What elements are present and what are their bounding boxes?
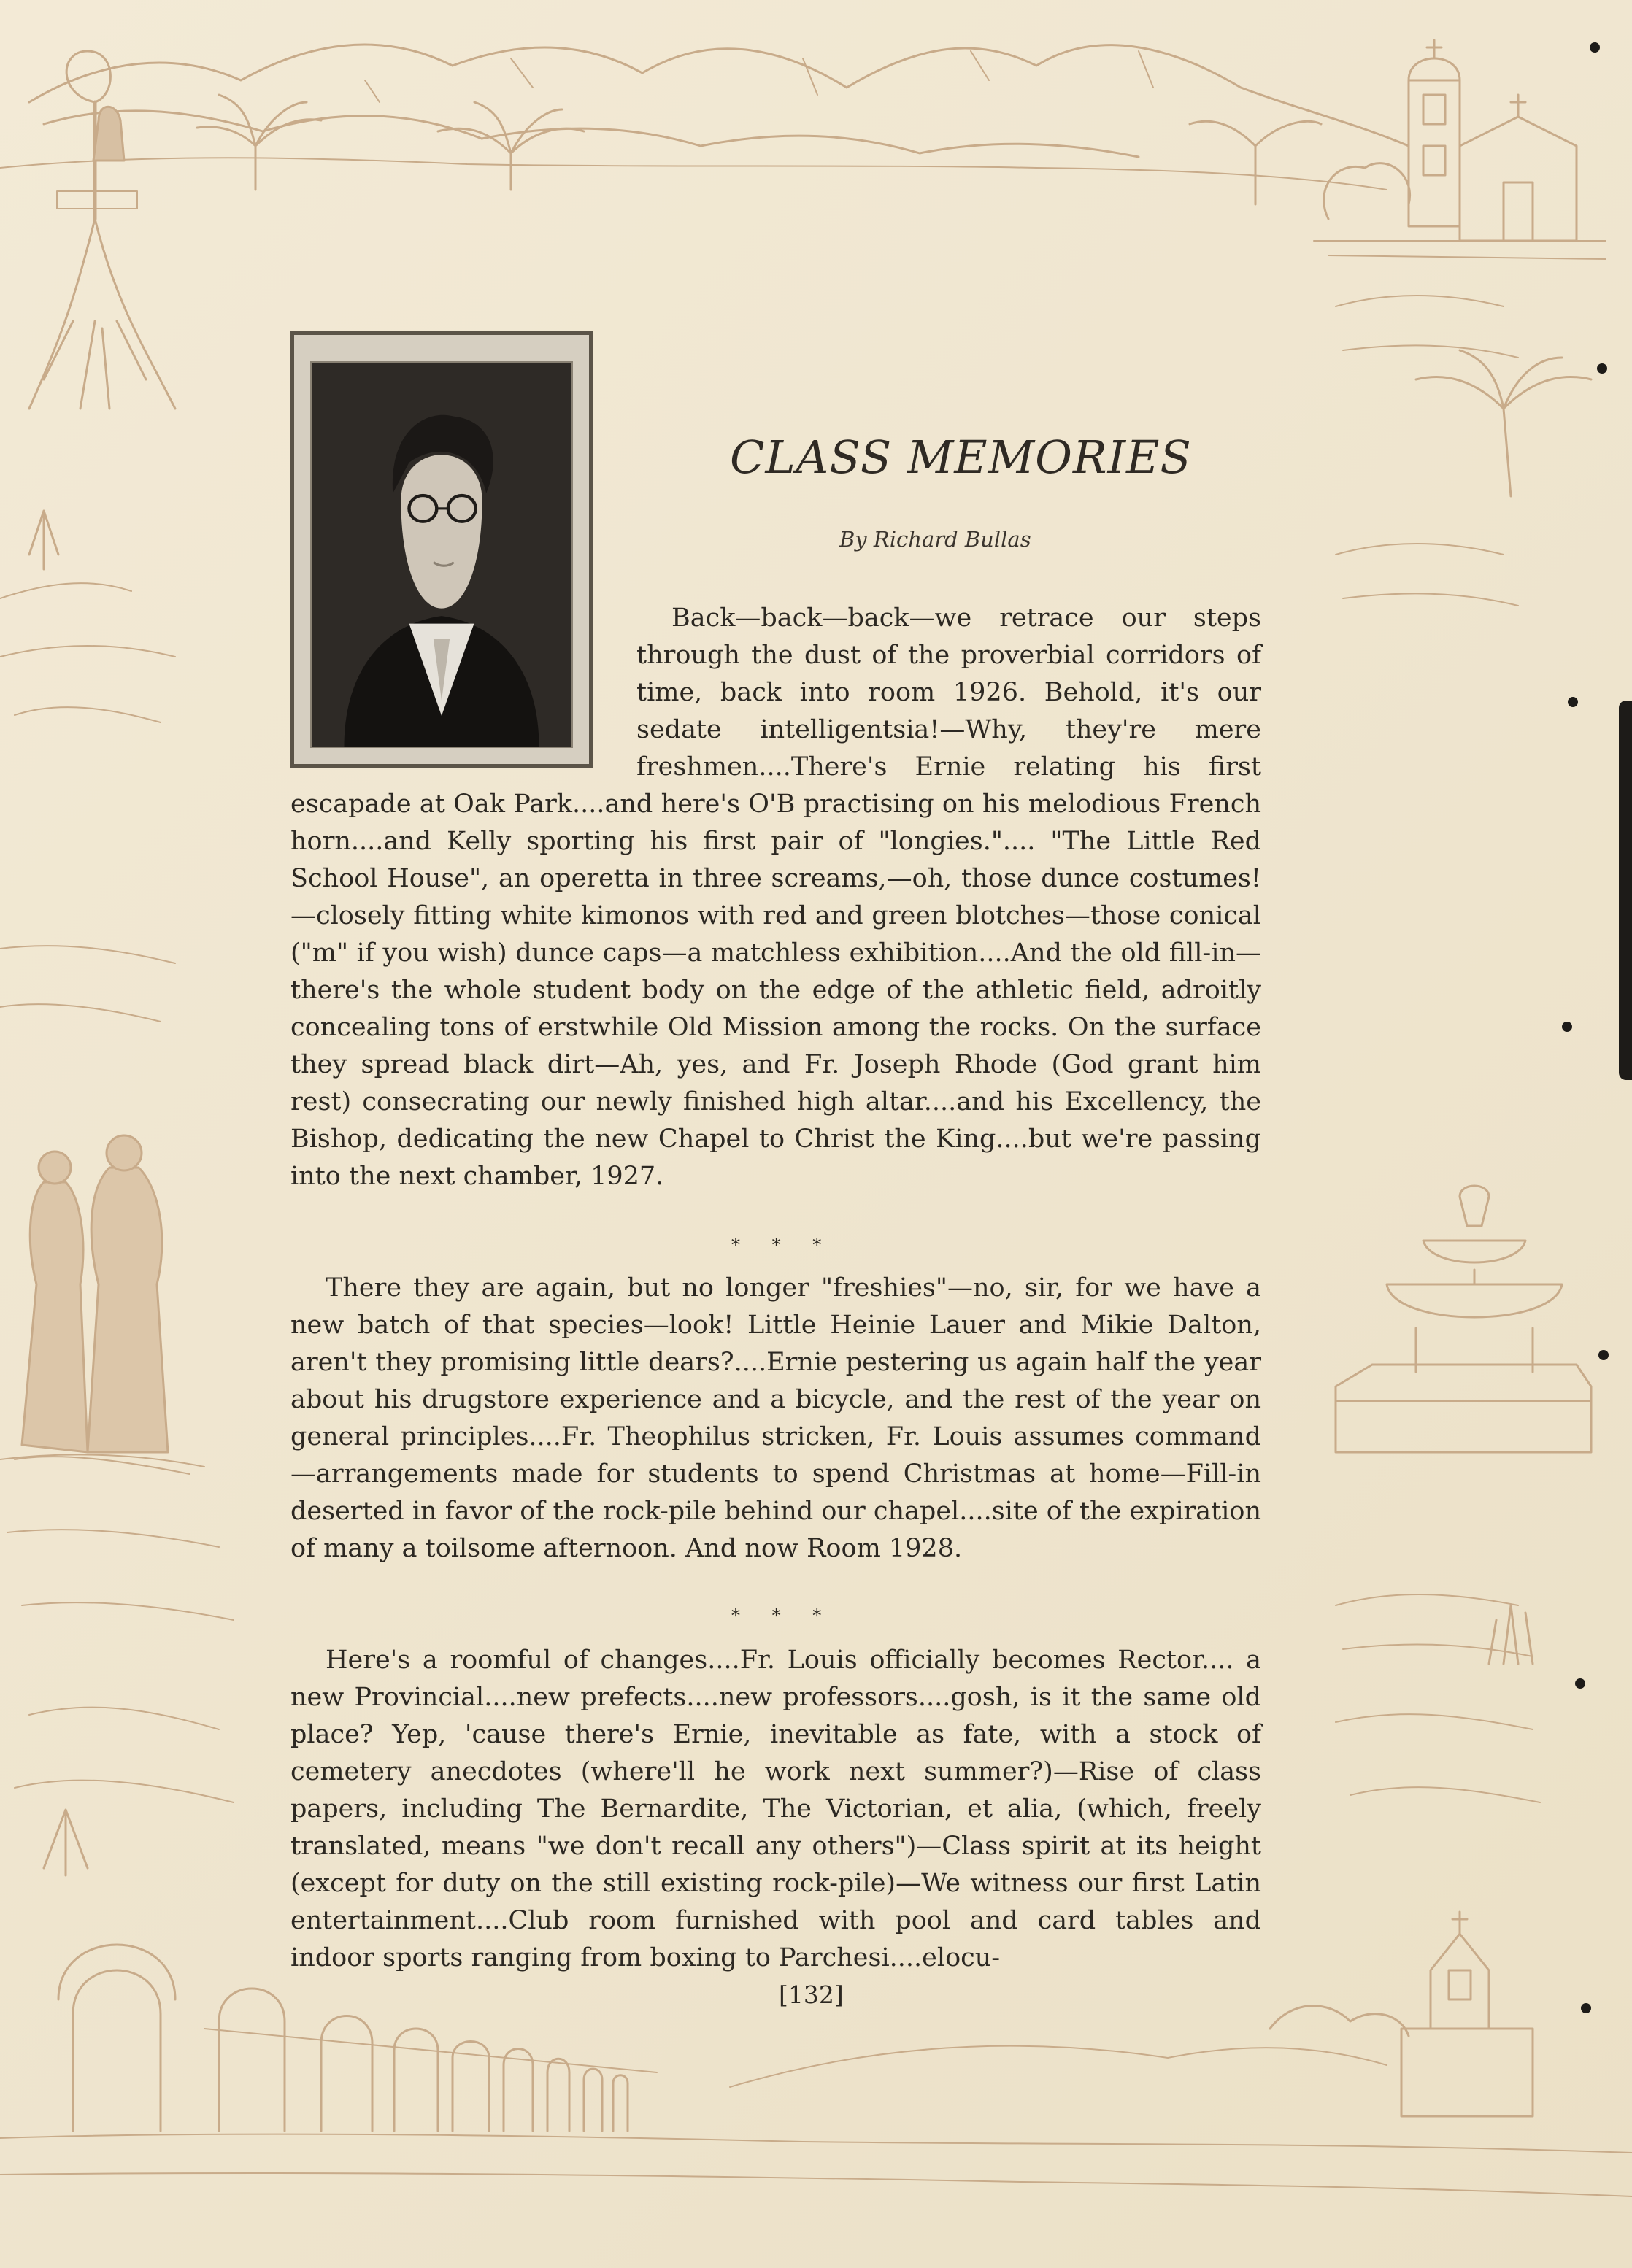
mission-church-icon bbox=[1314, 40, 1606, 259]
mission-bell-icon bbox=[29, 51, 175, 409]
paragraph-3 bbox=[290, 1642, 1261, 1977]
mountains-icon bbox=[0, 45, 1409, 190]
binding-hole bbox=[1598, 1350, 1609, 1360]
paragraph-3-text: Here's a roomful of changes....Fr. Louis officially becomes Rector.... a new Provincial....new prefects....new professors....gosh, is it the same old place? Yep, 'cause there's Ernie, inevitable as fate, with a stock of cemetery anecdotes (where'll he work next summer?)—Rise of class papers, including The Bernardite, The Victorian, et alia, (which, freely translated, means "we don't recall any others")—Class spirit at its height (except for duty on the still existing rock-pile)—We witness our first Latin entertainment....Club room furnished with pool and card tables and indoor sports ranging from boxing to Parchesi....elocu- bbox=[290, 1646, 1261, 1972]
byline: By Richard Bullas bbox=[839, 527, 1031, 552]
binding-hole bbox=[1575, 1678, 1585, 1689]
portrait-float-spacer bbox=[290, 600, 636, 781]
torn-edge bbox=[1619, 701, 1632, 1080]
binding-hole bbox=[1590, 42, 1600, 53]
binding-hole bbox=[1562, 1022, 1572, 1032]
right-scenery-icon bbox=[1336, 296, 1540, 1802]
paragraph-2 bbox=[290, 1270, 1261, 1567]
separator-2: * * * bbox=[731, 1605, 835, 1626]
friars-icon bbox=[0, 1135, 204, 1467]
paragraph-1 bbox=[290, 600, 1261, 1195]
page-number: [132] bbox=[779, 1980, 844, 2009]
binding-hole bbox=[1581, 2003, 1591, 2013]
article-title: CLASS MEMORIES bbox=[730, 431, 1192, 484]
paragraph-1-text: Back—back—back—we retrace our steps through the dust of the proverbial corridors of time, back into room 1926. Behold, it's our sedate intelligentsia!—Why, they're mere freshmen....There's Ernie relating his first escapade at Oak Park....and here's O'B practising on his melodious French horn....and Kelly sporting his first pair of "longies.".... "The Little Red School House", an operetta in three screams,—oh, those dunce costumes!—closely fitting white kimonos with red and green blotches—those conical ("m" if you wish) dunce caps—a matchless exhibition....And the old fill-in—there's the whole student body on the edge of the athletic field, adroitly concealing tons of erstwhile Old Mission among the rocks. On the surface they spread black dirt—Ah, yes, and Fr. Joseph Rhode (God grant him rest) consecrating our newly finished high altar....and his Excellency, the Bishop, dedicating the new Chapel to Christ the King....but we're passing into the next chamber, 1927. bbox=[290, 603, 1261, 1191]
binding-hole bbox=[1597, 363, 1607, 374]
fountain-icon bbox=[1336, 1186, 1591, 1452]
paragraph-2-text: There they are again, but no longer "freshies"—no, sir, for we have a new batch of that species—look! Little Heinie Lauer and Mikie Dalton, aren't they promising little dears?....Ernie pestering us again half the year about his drugstore experience and a bicycle, and the rest of the year on general principles....Fr. Theophilus stricken, Fr. Louis assumes command—arrangements made for students to spend Christmas at home—Fill-in deserted in favor of the rock-pile behind our chapel....site of the expiration of many a toilsome afternoon. And now Room 1928. bbox=[290, 1273, 1261, 1563]
separator-1: * * * bbox=[731, 1235, 835, 1255]
binding-hole bbox=[1568, 697, 1578, 707]
